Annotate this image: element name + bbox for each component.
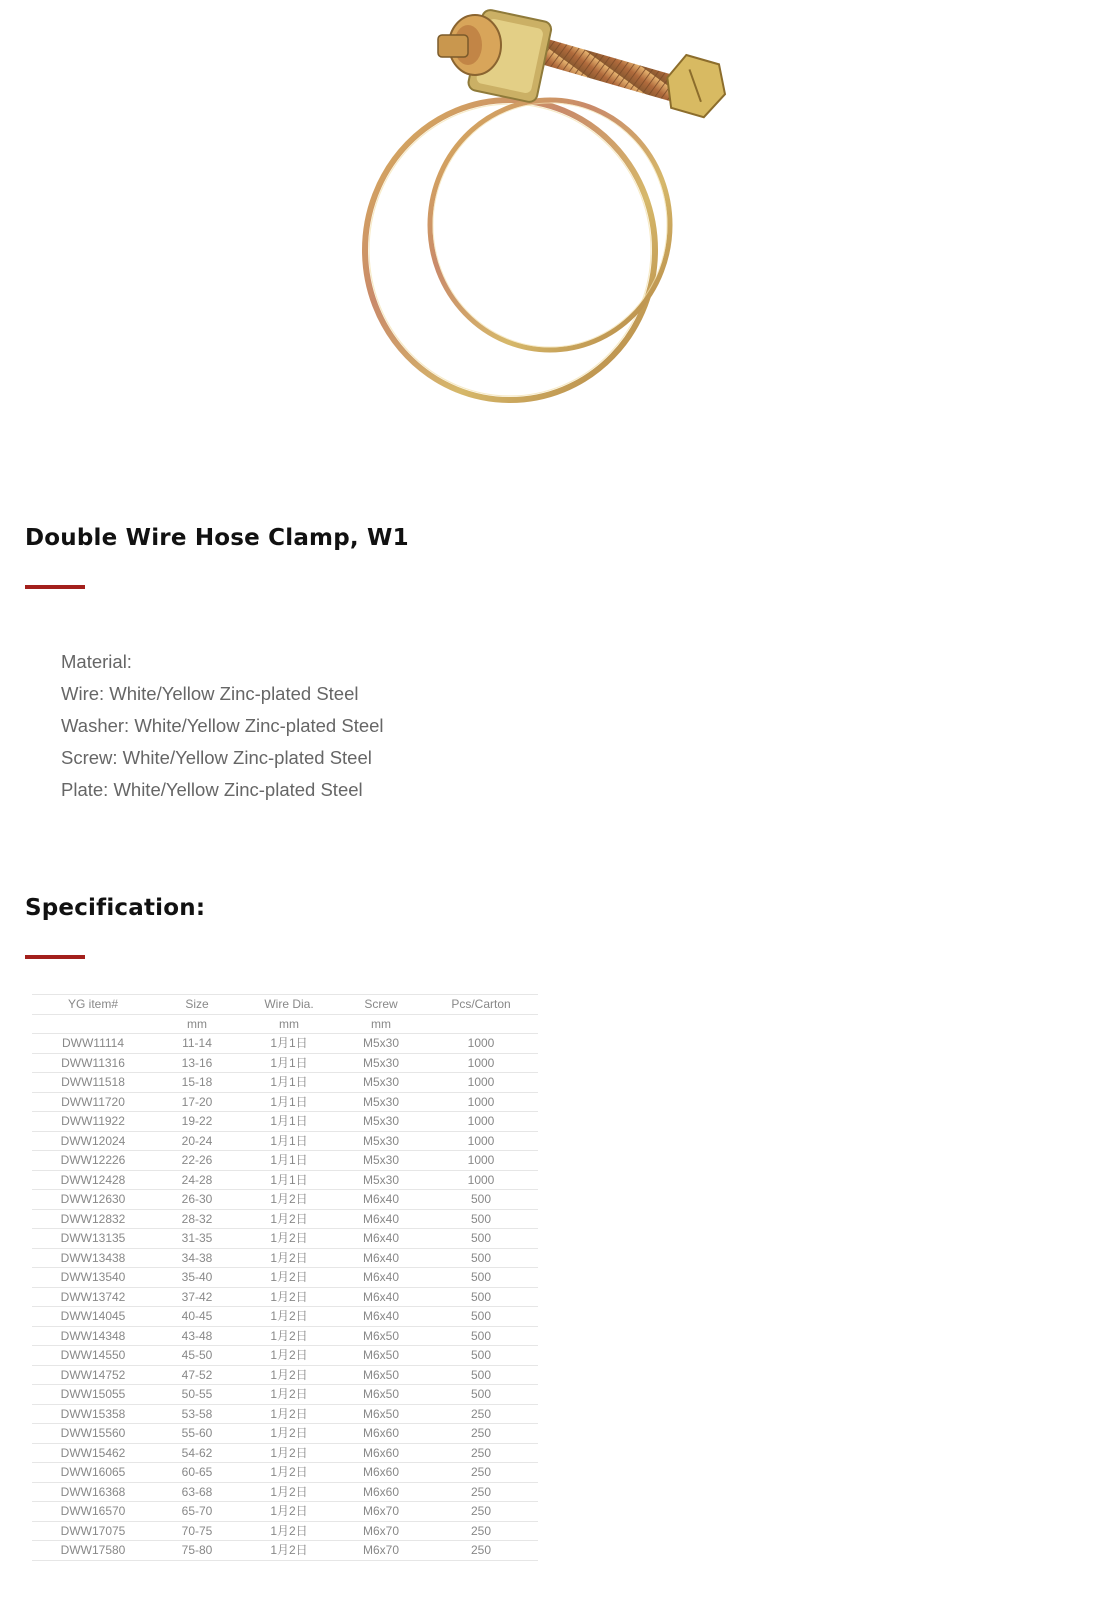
material-heading: Material: [61,651,132,672]
table-cell: 1月1日 [240,1034,338,1054]
table-cell: 1月2日 [240,1502,338,1522]
table-cell: M5x30 [338,1034,424,1054]
material-line: Wire: White/Yellow Zinc-plated Steel [61,683,359,704]
table-cell: DWW12630 [32,1190,154,1210]
table-cell: M5x30 [338,1092,424,1112]
table-cell: 20-24 [154,1131,240,1151]
column-header: Pcs/Carton [424,995,538,1015]
table-cell: DWW16570 [32,1502,154,1522]
table-cell: DWW11316 [32,1053,154,1073]
table-row [32,1131,538,1151]
table-cell: 1月1日 [240,1170,338,1190]
table-cell: M5x30 [338,1112,424,1132]
table-cell: M6x40 [338,1287,424,1307]
table-cell: 250 [424,1502,538,1522]
table-cell: M6x70 [338,1541,424,1561]
table-cell: DWW14045 [32,1307,154,1327]
table-cell: 1000 [424,1092,538,1112]
table-cell: 55-60 [154,1424,240,1444]
table-cell: 70-75 [154,1521,240,1541]
table-cell: M6x60 [338,1424,424,1444]
table-cell: 43-48 [154,1326,240,1346]
table-cell: M6x40 [338,1248,424,1268]
table-cell: M6x60 [338,1443,424,1463]
table-cell: DWW13742 [32,1287,154,1307]
table-row [32,1365,538,1385]
column-header: Wire Dia. [240,995,338,1015]
table-cell: DWW12428 [32,1170,154,1190]
product-image-area [0,0,1098,470]
table-row [32,1073,538,1093]
table-row [32,1443,538,1463]
table-cell: DWW12024 [32,1131,154,1151]
table-cell: M6x50 [338,1404,424,1424]
unit-cell: mm [240,1014,338,1034]
table-cell: DWW17075 [32,1521,154,1541]
table-cell: M5x30 [338,1073,424,1093]
table-row [32,1346,538,1366]
table-cell: DWW15055 [32,1385,154,1405]
material-line: Screw: White/Yellow Zinc-plated Steel [61,747,372,768]
table-cell: 1月2日 [240,1287,338,1307]
table-cell: 35-40 [154,1268,240,1288]
table-cell: M5x30 [338,1131,424,1151]
table-cell: M6x40 [338,1307,424,1327]
table-row [32,1326,538,1346]
table-cell: 500 [424,1287,538,1307]
table-cell: 37-42 [154,1287,240,1307]
table-cell: M6x70 [338,1502,424,1522]
table-cell: 1月2日 [240,1190,338,1210]
table-cell: 1月1日 [240,1131,338,1151]
table-cell: M6x70 [338,1521,424,1541]
table-cell: 1000 [424,1151,538,1171]
table-cell: 1月1日 [240,1151,338,1171]
table-cell: 1月2日 [240,1209,338,1229]
table-cell: 1000 [424,1034,538,1054]
table-row [32,1463,538,1483]
table-cell: 1月2日 [240,1404,338,1424]
table-cell: 31-35 [154,1229,240,1249]
table-cell: 1月2日 [240,1482,338,1502]
table-cell: M5x30 [338,1151,424,1171]
table-row [32,1502,538,1522]
table-cell: 250 [424,1443,538,1463]
specification-underline [25,955,85,959]
table-cell: 250 [424,1463,538,1483]
material-line: Washer: White/Yellow Zinc-plated Steel [61,715,384,736]
table-cell: 1月2日 [240,1268,338,1288]
table-cell: 60-65 [154,1463,240,1483]
table-cell: 1月2日 [240,1307,338,1327]
table-cell: 1月1日 [240,1053,338,1073]
table-cell: 1月1日 [240,1073,338,1093]
table-cell: 250 [424,1521,538,1541]
table-cell: 500 [424,1326,538,1346]
table-cell: M6x50 [338,1365,424,1385]
table-row [32,1521,538,1541]
table-cell: 500 [424,1268,538,1288]
table-cell: DWW14752 [32,1365,154,1385]
table-cell: 1000 [424,1112,538,1132]
table-cell: 26-30 [154,1190,240,1210]
table-cell: DWW13135 [32,1229,154,1249]
table-cell: M6x40 [338,1229,424,1249]
table-row [32,1170,538,1190]
column-header: Screw [338,995,424,1015]
table-cell: 1月2日 [240,1541,338,1561]
table-cell: 75-80 [154,1541,240,1561]
product-title: Double Wire Hose Clamp, W1 [25,525,409,551]
table-cell: 1月2日 [240,1424,338,1444]
table-cell: DWW12832 [32,1209,154,1229]
material-list [61,646,384,806]
table-cell: M6x50 [338,1326,424,1346]
table-cell: M6x60 [338,1463,424,1483]
table-cell: 1000 [424,1053,538,1073]
unit-cell: mm [338,1014,424,1034]
table-cell: 1000 [424,1170,538,1190]
table-cell: DWW13438 [32,1248,154,1268]
table-cell: DWW16065 [32,1463,154,1483]
table-cell: 28-32 [154,1209,240,1229]
table-cell: 22-26 [154,1151,240,1171]
unit-cell [32,1014,154,1034]
table-row [32,1209,538,1229]
table-body [32,1034,538,1561]
table-cell: DWW11922 [32,1112,154,1132]
table-cell: 500 [424,1190,538,1210]
table-row [32,1287,538,1307]
table-cell: DWW11114 [32,1034,154,1054]
wire-hose-clamp-photo [360,5,740,405]
table-row [32,1092,538,1112]
table-cell: M6x40 [338,1190,424,1210]
table-cell: DWW15358 [32,1404,154,1424]
unit-cell [424,1014,538,1034]
table-row [32,1268,538,1288]
table-cell: 63-68 [154,1482,240,1502]
table-cell: 34-38 [154,1248,240,1268]
table-cell: 13-16 [154,1053,240,1073]
table-header-row [32,995,538,1015]
table-row [32,1482,538,1502]
table-cell: DWW16368 [32,1482,154,1502]
table-cell: 500 [424,1209,538,1229]
table-cell: M5x30 [338,1053,424,1073]
table-row [32,1190,538,1210]
unit-cell: mm [154,1014,240,1034]
table-cell: DWW14550 [32,1346,154,1366]
table-row [32,1151,538,1171]
table-cell: 40-45 [154,1307,240,1327]
table-cell: DWW14348 [32,1326,154,1346]
table-cell: 1000 [424,1131,538,1151]
table-cell: 250 [424,1404,538,1424]
table-cell: 1月2日 [240,1326,338,1346]
column-header: Size [154,995,240,1015]
table-cell: M6x40 [338,1268,424,1288]
table-units-row [32,1014,538,1034]
table-cell: 1月2日 [240,1229,338,1249]
table-cell: 500 [424,1385,538,1405]
table-row [32,1424,538,1444]
table-cell: 1月2日 [240,1443,338,1463]
table-row [32,1541,538,1561]
table-cell: 50-55 [154,1385,240,1405]
table-cell: 250 [424,1424,538,1444]
table-cell: M6x60 [338,1482,424,1502]
table-cell: 500 [424,1248,538,1268]
table-cell: M6x40 [338,1209,424,1229]
table-cell: 1月1日 [240,1112,338,1132]
table-cell: DWW11720 [32,1092,154,1112]
table-cell: 24-28 [154,1170,240,1190]
table-row [32,1053,538,1073]
table-cell: M5x30 [338,1170,424,1190]
table-cell: DWW11518 [32,1073,154,1093]
table-cell: 47-52 [154,1365,240,1385]
table-cell: DWW15560 [32,1424,154,1444]
table-cell: 250 [424,1541,538,1561]
specification-title: Specification: [25,895,206,921]
table-cell: 11-14 [154,1034,240,1054]
table-cell: 1月2日 [240,1365,338,1385]
table-cell: 19-22 [154,1112,240,1132]
table-cell: 65-70 [154,1502,240,1522]
table-cell: 15-18 [154,1073,240,1093]
table-cell: 1月2日 [240,1463,338,1483]
table-cell: 1月1日 [240,1092,338,1112]
table-cell: 53-58 [154,1404,240,1424]
title-underline [25,585,85,589]
table-cell: 250 [424,1482,538,1502]
table-cell: 500 [424,1346,538,1366]
table-cell: 1月2日 [240,1346,338,1366]
table-cell: 1月2日 [240,1385,338,1405]
table-cell: M6x50 [338,1385,424,1405]
table-cell: DWW15462 [32,1443,154,1463]
column-header: YG item# [32,995,154,1015]
table-row [32,1112,538,1132]
table-row [32,1229,538,1249]
table-cell: DWW12226 [32,1151,154,1171]
table-row [32,1404,538,1424]
table-cell: 500 [424,1307,538,1327]
table-row [32,1307,538,1327]
table-row [32,1248,538,1268]
table-cell: 500 [424,1365,538,1385]
specification-table [32,994,538,1561]
material-line: Plate: White/Yellow Zinc-plated Steel [61,779,363,800]
table-cell: 1月2日 [240,1248,338,1268]
table-cell: 500 [424,1229,538,1249]
table-row [32,1034,538,1054]
table-cell: 1000 [424,1073,538,1093]
table-cell: 45-50 [154,1346,240,1366]
table-cell: 17-20 [154,1092,240,1112]
table-cell: M6x50 [338,1346,424,1366]
table-cell: DWW17580 [32,1541,154,1561]
table-cell: DWW13540 [32,1268,154,1288]
table-row [32,1385,538,1405]
table-cell: 54-62 [154,1443,240,1463]
table-cell: 1月2日 [240,1521,338,1541]
